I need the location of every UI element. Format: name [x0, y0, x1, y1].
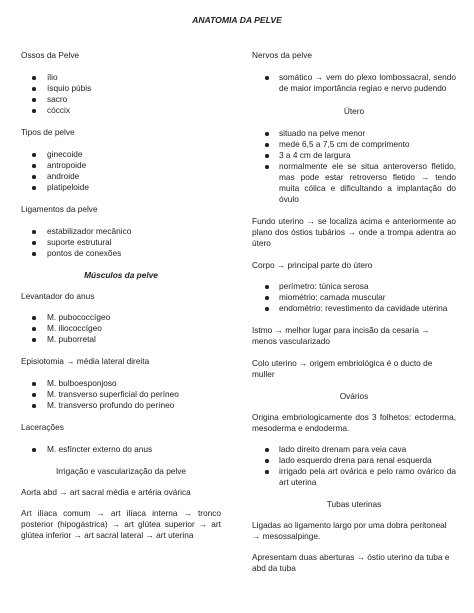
- list-item: situado na pelve menor: [252, 128, 456, 139]
- musculos-title: Músculos da pelve: [84, 270, 158, 280]
- list-item: platipeloide: [21, 182, 221, 193]
- list-item: M. bulboesponjoso: [21, 378, 221, 389]
- tubas-aberturas-text: Apresentam duas aberturas → óstio uterino da tuba e abd da tuba: [252, 552, 450, 573]
- list-item: pontos de conexões: [21, 248, 221, 259]
- laceracoes-list: [21, 444, 221, 455]
- right-column: [252, 50, 456, 574]
- list-item: estabilizador mecânico: [21, 226, 221, 237]
- corpo-heading: Corpo → principal parte do útero: [252, 260, 373, 270]
- tubas-title: Tubas uterinas: [326, 499, 382, 509]
- ligamentos-heading: Ligamentos da pelve: [21, 204, 98, 214]
- page-title: ANATOMIA DA PELVE: [192, 15, 282, 25]
- list-item: irrigado pela art ovárica e pelo ramo ovárico da art uterina: [252, 466, 456, 488]
- ovarios-list: [252, 444, 456, 488]
- list-item: suporte estrutural: [21, 237, 221, 248]
- list-item: 3 a 4 cm de largura: [252, 150, 456, 161]
- irrigacao-title: Irrigação e vascularização da pelve: [55, 466, 187, 476]
- levantador-list: [21, 312, 221, 345]
- list-item: M. esfíncter externo do anus: [21, 444, 221, 455]
- list-item: mede 6,5 a 7,5 cm de comprimento: [252, 139, 456, 150]
- fundo-text: Fundo uterino → se localiza acima e anteriormente ao plano dos óstios tubários → onde a trompa adentra ao útero: [252, 216, 456, 248]
- list-item: M. iliococcígeo: [21, 323, 221, 334]
- list-item: antropoide: [21, 160, 221, 171]
- levantador-heading: Levantador do anus: [21, 291, 95, 301]
- ossos-heading: Ossos da Pelve: [21, 50, 80, 60]
- ligamentos-list: [21, 226, 221, 259]
- art-iliaca-text: Art ilíaca comum → art ilíaca interna → tronco posterior (hipogástrica) → art glútea superior → art glútea inferior → art sacral lateral → art uterina: [21, 508, 221, 540]
- utero-title: Útero: [343, 106, 365, 116]
- list-item: miométrio: camada muscular: [252, 292, 456, 303]
- tipos-list: [21, 149, 221, 193]
- list-item: somático → vem do plexo lombossacral, sendo de maior importância regiao e nervo pudendo: [252, 72, 456, 94]
- ovarios-title: Ovários: [339, 391, 369, 401]
- list-item: ílio: [21, 72, 221, 83]
- ossos-list: [21, 72, 221, 116]
- list-item: sacro: [21, 94, 221, 105]
- tubas-ligamento-text: Ligadas ao ligamento largo por uma dobra peritoneal → mesossalpinge.: [252, 520, 447, 541]
- corpo-list: [252, 281, 456, 314]
- episiotomia-heading: Episiotomia → média lateral direita: [21, 356, 150, 366]
- list-item: lado direito drenam para veia cava: [252, 444, 456, 455]
- list-item: androide: [21, 171, 221, 182]
- ovarios-origem-text: Origina embriologicamente dos 3 folhetos: ectoderma, mesoderma e endoderma.: [252, 412, 456, 433]
- tipos-heading: Tipos de pelve: [21, 127, 75, 137]
- list-item: M. pubococcígeo: [21, 312, 221, 323]
- list-item: normalmente ele se situa anteroverso fletido, mas pode estar retroverso fletido → tendo muita cólica e dificultando a implantação do óvulo: [252, 161, 456, 205]
- laceracoes-heading: Lacerações: [21, 422, 64, 432]
- nervos-list: [252, 72, 456, 94]
- list-item: lado esquerdo drena para renal esquerda: [252, 455, 456, 466]
- list-item: M. transverso profundo do períneo: [21, 400, 221, 411]
- left-column: [21, 50, 221, 541]
- list-item: cóccix: [21, 105, 221, 116]
- colo-text: Colo uterino → origem embriológica é o ducto de muller: [252, 358, 433, 379]
- aorta-text: Aorta abd → art sacral média e artéria ovárica: [21, 487, 191, 497]
- list-item: M. transverso superficial do períneo: [21, 389, 221, 400]
- list-item: endométrio: revestimento da cavidade uterina: [252, 303, 456, 314]
- istmo-text: Istmo → melhor lugar para incisão da cesaria → menos vascularizado: [252, 325, 430, 346]
- list-item: perímetro: túnica serosa: [252, 281, 456, 292]
- list-item: ginecoide: [21, 149, 221, 160]
- utero-list: [252, 128, 456, 205]
- list-item: M. puborretal: [21, 334, 221, 345]
- nervos-heading: Nervos da pelve: [252, 50, 312, 60]
- episiotomia-list: [21, 378, 221, 411]
- list-item: ísquio púbis: [21, 83, 221, 94]
